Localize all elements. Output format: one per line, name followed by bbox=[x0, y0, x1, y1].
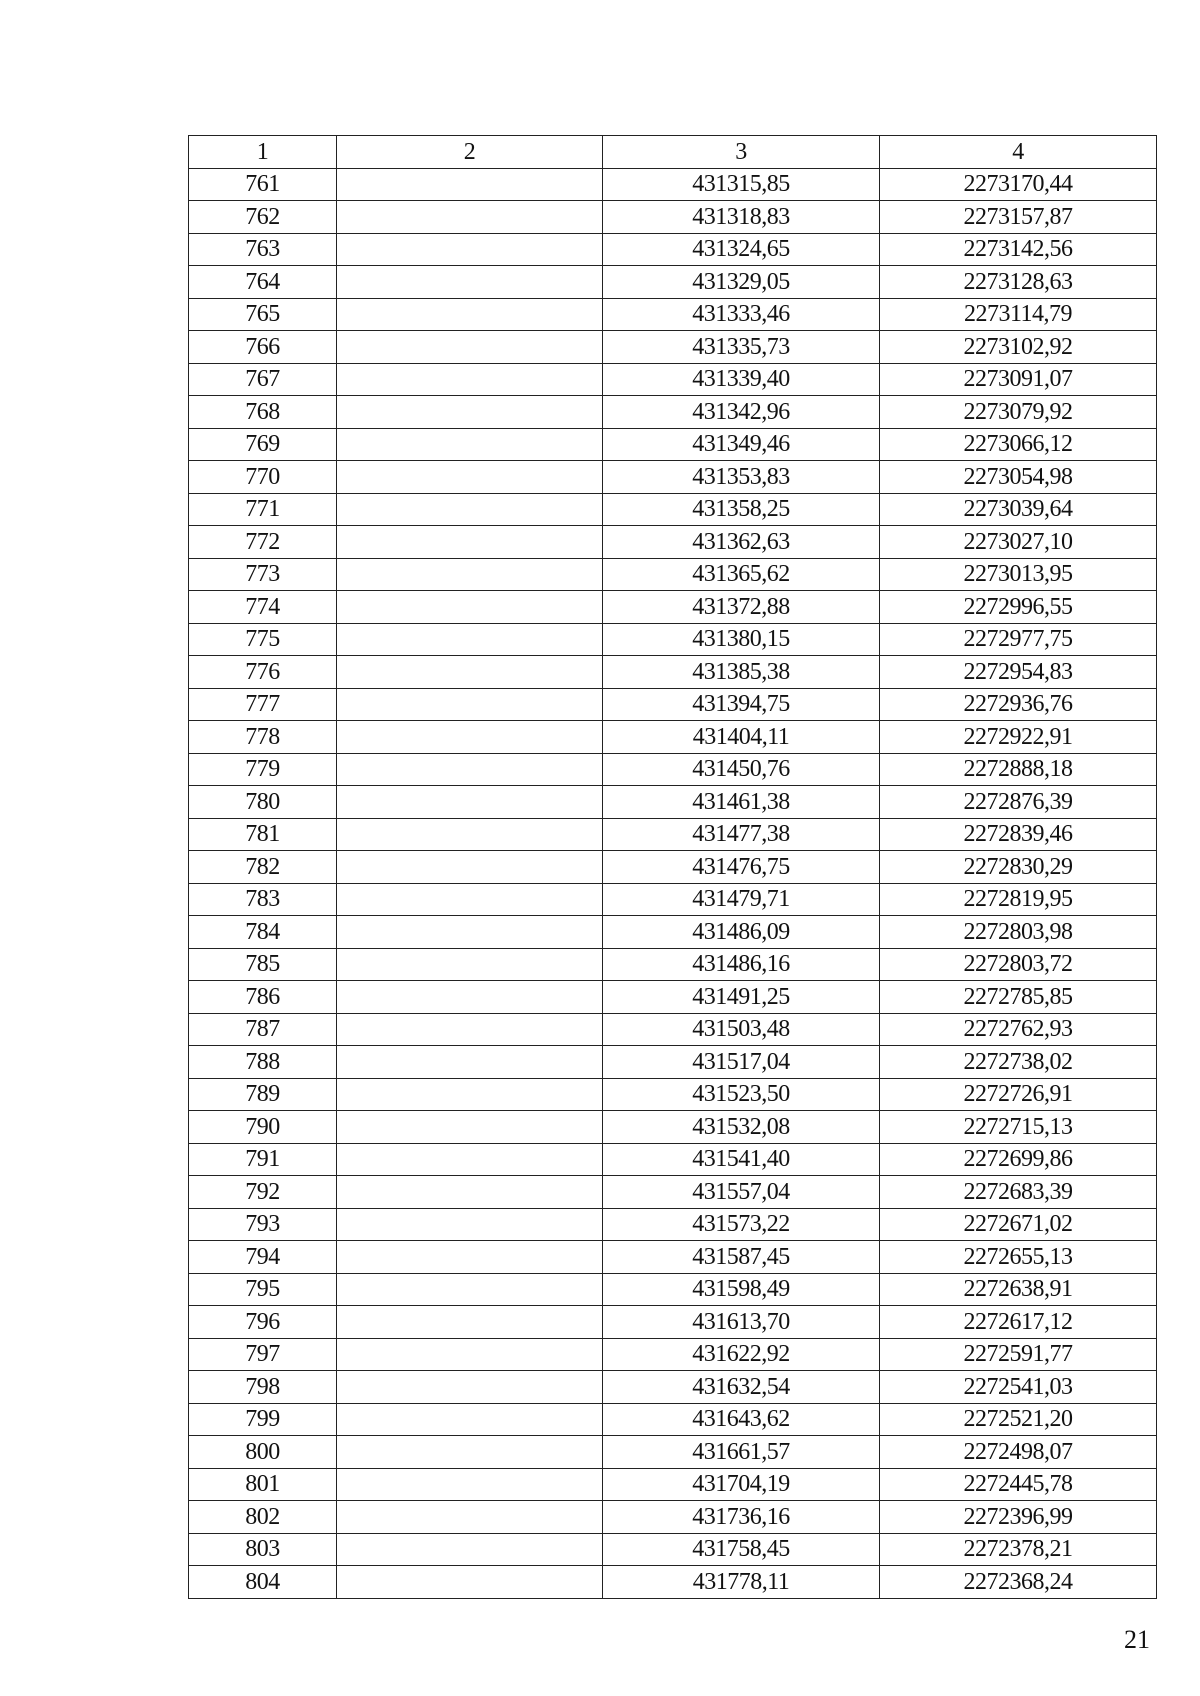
y-coordinate-cell: 2273102,92 bbox=[880, 331, 1157, 364]
x-coordinate-cell: 431385,38 bbox=[603, 656, 880, 689]
empty-cell bbox=[337, 753, 603, 786]
point-number-cell: 798 bbox=[189, 1371, 337, 1404]
table-row bbox=[189, 1143, 1157, 1176]
table-row bbox=[189, 1501, 1157, 1534]
empty-cell bbox=[337, 1533, 603, 1566]
x-coordinate-cell: 431362,63 bbox=[603, 526, 880, 559]
x-coordinate-cell: 431358,25 bbox=[603, 493, 880, 526]
x-coordinate-cell: 431339,40 bbox=[603, 363, 880, 396]
empty-cell bbox=[337, 1501, 603, 1534]
table-row bbox=[189, 851, 1157, 884]
point-number-cell: 764 bbox=[189, 266, 337, 299]
y-coordinate-cell: 2272785,85 bbox=[880, 981, 1157, 1014]
x-coordinate-cell: 431329,05 bbox=[603, 266, 880, 299]
empty-cell bbox=[337, 493, 603, 526]
point-number-cell: 777 bbox=[189, 688, 337, 721]
header-col-3: 3 bbox=[603, 136, 880, 169]
empty-cell bbox=[337, 591, 603, 624]
empty-cell bbox=[337, 1566, 603, 1599]
point-number-cell: 794 bbox=[189, 1241, 337, 1274]
table-row bbox=[189, 591, 1157, 624]
point-number-cell: 765 bbox=[189, 298, 337, 331]
y-coordinate-cell: 2272922,91 bbox=[880, 721, 1157, 754]
x-coordinate-cell: 431503,48 bbox=[603, 1013, 880, 1046]
empty-cell bbox=[337, 1306, 603, 1339]
point-number-cell: 763 bbox=[189, 233, 337, 266]
point-number-cell: 791 bbox=[189, 1143, 337, 1176]
x-coordinate-cell: 431394,75 bbox=[603, 688, 880, 721]
point-number-cell: 796 bbox=[189, 1306, 337, 1339]
table-row bbox=[189, 981, 1157, 1014]
point-number-cell: 778 bbox=[189, 721, 337, 754]
point-number-cell: 770 bbox=[189, 461, 337, 494]
y-coordinate-cell: 2272738,02 bbox=[880, 1046, 1157, 1079]
x-coordinate-cell: 431315,85 bbox=[603, 168, 880, 201]
y-coordinate-cell: 2272876,39 bbox=[880, 786, 1157, 819]
table-row bbox=[189, 1566, 1157, 1599]
table-row bbox=[189, 818, 1157, 851]
point-number-cell: 789 bbox=[189, 1078, 337, 1111]
empty-cell bbox=[337, 623, 603, 656]
x-coordinate-cell: 431573,22 bbox=[603, 1208, 880, 1241]
empty-cell bbox=[337, 948, 603, 981]
table-body bbox=[189, 168, 1157, 1598]
table-row bbox=[189, 623, 1157, 656]
table-row bbox=[189, 493, 1157, 526]
empty-cell bbox=[337, 1143, 603, 1176]
table-row bbox=[189, 1338, 1157, 1371]
point-number-cell: 785 bbox=[189, 948, 337, 981]
table-row bbox=[189, 1046, 1157, 1079]
table-row bbox=[189, 753, 1157, 786]
y-coordinate-cell: 2272638,91 bbox=[880, 1273, 1157, 1306]
y-coordinate-cell: 2272591,77 bbox=[880, 1338, 1157, 1371]
table-row bbox=[189, 1176, 1157, 1209]
empty-cell bbox=[337, 1338, 603, 1371]
y-coordinate-cell: 2273091,07 bbox=[880, 363, 1157, 396]
empty-cell bbox=[337, 526, 603, 559]
x-coordinate-cell: 431349,46 bbox=[603, 428, 880, 461]
table-row bbox=[189, 1273, 1157, 1306]
point-number-cell: 801 bbox=[189, 1468, 337, 1501]
empty-cell bbox=[337, 883, 603, 916]
table-row bbox=[189, 948, 1157, 981]
x-coordinate-cell: 431557,04 bbox=[603, 1176, 880, 1209]
y-coordinate-cell: 2272655,13 bbox=[880, 1241, 1157, 1274]
y-coordinate-cell: 2272803,72 bbox=[880, 948, 1157, 981]
table-row bbox=[189, 1468, 1157, 1501]
table-row bbox=[189, 656, 1157, 689]
x-coordinate-cell: 431486,16 bbox=[603, 948, 880, 981]
empty-cell bbox=[337, 1468, 603, 1501]
x-coordinate-cell: 431736,16 bbox=[603, 1501, 880, 1534]
table-row bbox=[189, 721, 1157, 754]
empty-cell bbox=[337, 1013, 603, 1046]
point-number-cell: 771 bbox=[189, 493, 337, 526]
point-number-cell: 799 bbox=[189, 1403, 337, 1436]
empty-cell bbox=[337, 688, 603, 721]
x-coordinate-cell: 431486,09 bbox=[603, 916, 880, 949]
y-coordinate-cell: 2273170,44 bbox=[880, 168, 1157, 201]
table-row bbox=[189, 558, 1157, 591]
y-coordinate-cell: 2272819,95 bbox=[880, 883, 1157, 916]
header-col-4: 4 bbox=[880, 136, 1157, 169]
empty-cell bbox=[337, 981, 603, 1014]
x-coordinate-cell: 431461,38 bbox=[603, 786, 880, 819]
x-coordinate-cell: 431758,45 bbox=[603, 1533, 880, 1566]
table-row bbox=[189, 396, 1157, 429]
y-coordinate-cell: 2273079,92 bbox=[880, 396, 1157, 429]
x-coordinate-cell: 431622,92 bbox=[603, 1338, 880, 1371]
x-coordinate-cell: 431477,38 bbox=[603, 818, 880, 851]
x-coordinate-cell: 431517,04 bbox=[603, 1046, 880, 1079]
y-coordinate-cell: 2273066,12 bbox=[880, 428, 1157, 461]
x-coordinate-cell: 431643,62 bbox=[603, 1403, 880, 1436]
y-coordinate-cell: 2272726,91 bbox=[880, 1078, 1157, 1111]
coordinates-table bbox=[188, 135, 1157, 1599]
table-row bbox=[189, 233, 1157, 266]
empty-cell bbox=[337, 331, 603, 364]
empty-cell bbox=[337, 851, 603, 884]
point-number-cell: 783 bbox=[189, 883, 337, 916]
header-col-1: 1 bbox=[189, 136, 337, 169]
y-coordinate-cell: 2273013,95 bbox=[880, 558, 1157, 591]
point-number-cell: 762 bbox=[189, 201, 337, 234]
table-row bbox=[189, 363, 1157, 396]
empty-cell bbox=[337, 558, 603, 591]
point-number-cell: 772 bbox=[189, 526, 337, 559]
empty-cell bbox=[337, 298, 603, 331]
table-row bbox=[189, 786, 1157, 819]
table-row bbox=[189, 168, 1157, 201]
point-number-cell: 779 bbox=[189, 753, 337, 786]
empty-cell bbox=[337, 1371, 603, 1404]
y-coordinate-cell: 2272715,13 bbox=[880, 1111, 1157, 1144]
empty-cell bbox=[337, 1273, 603, 1306]
empty-cell bbox=[337, 1241, 603, 1274]
x-coordinate-cell: 431450,76 bbox=[603, 753, 880, 786]
point-number-cell: 776 bbox=[189, 656, 337, 689]
x-coordinate-cell: 431613,70 bbox=[603, 1306, 880, 1339]
empty-cell bbox=[337, 1436, 603, 1469]
x-coordinate-cell: 431333,46 bbox=[603, 298, 880, 331]
point-number-cell: 788 bbox=[189, 1046, 337, 1079]
point-number-cell: 786 bbox=[189, 981, 337, 1014]
point-number-cell: 804 bbox=[189, 1566, 337, 1599]
x-coordinate-cell: 431335,73 bbox=[603, 331, 880, 364]
table-row bbox=[189, 526, 1157, 559]
x-coordinate-cell: 431342,96 bbox=[603, 396, 880, 429]
empty-cell bbox=[337, 1078, 603, 1111]
point-number-cell: 793 bbox=[189, 1208, 337, 1241]
y-coordinate-cell: 2272617,12 bbox=[880, 1306, 1157, 1339]
point-number-cell: 767 bbox=[189, 363, 337, 396]
point-number-cell: 781 bbox=[189, 818, 337, 851]
empty-cell bbox=[337, 1046, 603, 1079]
y-coordinate-cell: 2272671,02 bbox=[880, 1208, 1157, 1241]
point-number-cell: 797 bbox=[189, 1338, 337, 1371]
table-row bbox=[189, 298, 1157, 331]
table-row bbox=[189, 428, 1157, 461]
table-row bbox=[189, 1371, 1157, 1404]
y-coordinate-cell: 2272936,76 bbox=[880, 688, 1157, 721]
point-number-cell: 800 bbox=[189, 1436, 337, 1469]
table-row bbox=[189, 1078, 1157, 1111]
header-row bbox=[189, 136, 1157, 169]
empty-cell bbox=[337, 721, 603, 754]
table-row bbox=[189, 266, 1157, 299]
y-coordinate-cell: 2272699,86 bbox=[880, 1143, 1157, 1176]
empty-cell bbox=[337, 818, 603, 851]
y-coordinate-cell: 2272996,55 bbox=[880, 591, 1157, 624]
point-number-cell: 784 bbox=[189, 916, 337, 949]
point-number-cell: 782 bbox=[189, 851, 337, 884]
x-coordinate-cell: 431365,62 bbox=[603, 558, 880, 591]
x-coordinate-cell: 431372,88 bbox=[603, 591, 880, 624]
y-coordinate-cell: 2272977,75 bbox=[880, 623, 1157, 656]
empty-cell bbox=[337, 656, 603, 689]
table-row bbox=[189, 1533, 1157, 1566]
y-coordinate-cell: 2272888,18 bbox=[880, 753, 1157, 786]
empty-cell bbox=[337, 1403, 603, 1436]
y-coordinate-cell: 2273128,63 bbox=[880, 266, 1157, 299]
point-number-cell: 773 bbox=[189, 558, 337, 591]
y-coordinate-cell: 2273027,10 bbox=[880, 526, 1157, 559]
x-coordinate-cell: 431541,40 bbox=[603, 1143, 880, 1176]
point-number-cell: 769 bbox=[189, 428, 337, 461]
table-row bbox=[189, 883, 1157, 916]
table-row bbox=[189, 331, 1157, 364]
y-coordinate-cell: 2272954,83 bbox=[880, 656, 1157, 689]
point-number-cell: 761 bbox=[189, 168, 337, 201]
x-coordinate-cell: 431324,65 bbox=[603, 233, 880, 266]
y-coordinate-cell: 2273142,56 bbox=[880, 233, 1157, 266]
x-coordinate-cell: 431404,11 bbox=[603, 721, 880, 754]
table-row bbox=[189, 1241, 1157, 1274]
table-row bbox=[189, 916, 1157, 949]
y-coordinate-cell: 2272378,21 bbox=[880, 1533, 1157, 1566]
empty-cell bbox=[337, 916, 603, 949]
page-number: 21 bbox=[1124, 1625, 1150, 1654]
table-row bbox=[189, 1306, 1157, 1339]
point-number-cell: 795 bbox=[189, 1273, 337, 1306]
table-row bbox=[189, 1436, 1157, 1469]
point-number-cell: 780 bbox=[189, 786, 337, 819]
table-row bbox=[189, 1208, 1157, 1241]
y-coordinate-cell: 2272368,24 bbox=[880, 1566, 1157, 1599]
y-coordinate-cell: 2272803,98 bbox=[880, 916, 1157, 949]
y-coordinate-cell: 2273157,87 bbox=[880, 201, 1157, 234]
point-number-cell: 802 bbox=[189, 1501, 337, 1534]
empty-cell bbox=[337, 428, 603, 461]
y-coordinate-cell: 2272762,93 bbox=[880, 1013, 1157, 1046]
empty-cell bbox=[337, 233, 603, 266]
empty-cell bbox=[337, 201, 603, 234]
header-col-2: 2 bbox=[337, 136, 603, 169]
table-row bbox=[189, 1111, 1157, 1144]
point-number-cell: 774 bbox=[189, 591, 337, 624]
x-coordinate-cell: 431479,71 bbox=[603, 883, 880, 916]
y-coordinate-cell: 2273054,98 bbox=[880, 461, 1157, 494]
point-number-cell: 775 bbox=[189, 623, 337, 656]
x-coordinate-cell: 431587,45 bbox=[603, 1241, 880, 1274]
x-coordinate-cell: 431318,83 bbox=[603, 201, 880, 234]
empty-cell bbox=[337, 786, 603, 819]
x-coordinate-cell: 431476,75 bbox=[603, 851, 880, 884]
y-coordinate-cell: 2273039,64 bbox=[880, 493, 1157, 526]
point-number-cell: 803 bbox=[189, 1533, 337, 1566]
point-number-cell: 787 bbox=[189, 1013, 337, 1046]
y-coordinate-cell: 2272541,03 bbox=[880, 1371, 1157, 1404]
empty-cell bbox=[337, 461, 603, 494]
table-row bbox=[189, 461, 1157, 494]
x-coordinate-cell: 431353,83 bbox=[603, 461, 880, 494]
x-coordinate-cell: 431704,19 bbox=[603, 1468, 880, 1501]
point-number-cell: 792 bbox=[189, 1176, 337, 1209]
empty-cell bbox=[337, 1176, 603, 1209]
y-coordinate-cell: 2272839,46 bbox=[880, 818, 1157, 851]
table-row bbox=[189, 201, 1157, 234]
point-number-cell: 790 bbox=[189, 1111, 337, 1144]
y-coordinate-cell: 2272830,29 bbox=[880, 851, 1157, 884]
empty-cell bbox=[337, 1208, 603, 1241]
empty-cell bbox=[337, 266, 603, 299]
y-coordinate-cell: 2272445,78 bbox=[880, 1468, 1157, 1501]
x-coordinate-cell: 431491,25 bbox=[603, 981, 880, 1014]
y-coordinate-cell: 2272683,39 bbox=[880, 1176, 1157, 1209]
y-coordinate-cell: 2272396,99 bbox=[880, 1501, 1157, 1534]
table-row bbox=[189, 1013, 1157, 1046]
x-coordinate-cell: 431778,11 bbox=[603, 1566, 880, 1599]
point-number-cell: 766 bbox=[189, 331, 337, 364]
empty-cell bbox=[337, 363, 603, 396]
empty-cell bbox=[337, 396, 603, 429]
empty-cell bbox=[337, 1111, 603, 1144]
x-coordinate-cell: 431661,57 bbox=[603, 1436, 880, 1469]
point-number-cell: 768 bbox=[189, 396, 337, 429]
y-coordinate-cell: 2272521,20 bbox=[880, 1403, 1157, 1436]
empty-cell bbox=[337, 168, 603, 201]
table-row bbox=[189, 1403, 1157, 1436]
table-row bbox=[189, 688, 1157, 721]
x-coordinate-cell: 431532,08 bbox=[603, 1111, 880, 1144]
x-coordinate-cell: 431523,50 bbox=[603, 1078, 880, 1111]
x-coordinate-cell: 431632,54 bbox=[603, 1371, 880, 1404]
y-coordinate-cell: 2273114,79 bbox=[880, 298, 1157, 331]
y-coordinate-cell: 2272498,07 bbox=[880, 1436, 1157, 1469]
x-coordinate-cell: 431598,49 bbox=[603, 1273, 880, 1306]
x-coordinate-cell: 431380,15 bbox=[603, 623, 880, 656]
